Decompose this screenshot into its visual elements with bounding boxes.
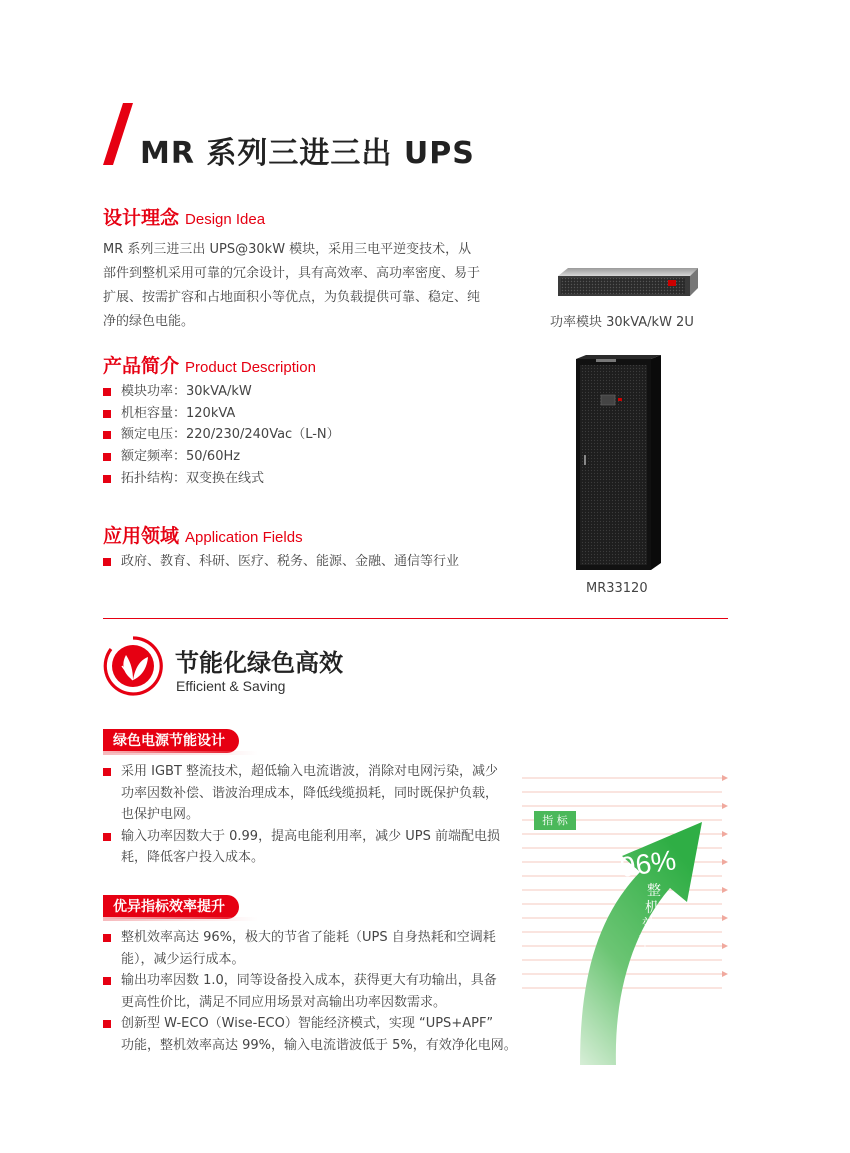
green-design-item-igbt <box>103 761 500 826</box>
product-title-en: Product Description <box>185 359 316 376</box>
design-idea-line: MR 系列三进三出 UPS@30kW 模块，采用三电平逆变技术，从 <box>103 242 472 257</box>
page-title: MR 系列三进三出 UPS <box>140 136 475 171</box>
application-list <box>103 551 459 573</box>
efficiency-char: 整 <box>647 883 661 899</box>
performance-item-output-pf <box>103 970 517 1013</box>
list-item-line: 创新型 W-ECO（Wise-ECO）智能经济模式，实现 “UPS+APF” <box>121 1016 494 1031</box>
list-item-line: 更高性价比，满足不同应用场景对高输出功率因数需求。 <box>121 994 447 1010</box>
ups-cabinet-image <box>566 355 666 570</box>
performance-list <box>103 927 517 1056</box>
design-idea-paragraph <box>103 238 498 334</box>
cabinet-caption: MR33120 <box>586 581 648 596</box>
green-design-label: 绿色电源节能设计 <box>103 729 239 753</box>
product-spec-list <box>103 381 340 489</box>
design-idea-line: 净的绿色电能。 <box>103 314 195 329</box>
performance-item-weco <box>103 1013 517 1056</box>
design-idea-title-cn: 设计理念 <box>103 207 180 229</box>
efficiency-vertical-label <box>638 883 665 951</box>
design-idea-line: 部件到整机采用可靠的冗余设计，具有高效率、高功率密度、易于 <box>103 266 481 281</box>
green-design-item-power-factor <box>103 826 500 869</box>
performance-label-underline <box>103 917 258 921</box>
power-module-image <box>558 268 698 298</box>
efficiency-char: 机 <box>645 900 659 916</box>
efficiency-percent: 96% <box>618 844 678 883</box>
list-item-line: 耗，降低客户投入成本。 <box>121 850 265 865</box>
leaf-icon <box>103 636 163 696</box>
spec-item-module-power: 模块功率：30kVA/kW <box>103 381 340 403</box>
list-item-line: 功能，整机效率高达 99%，输入电流谐波低于 5%，有效净化电网。 <box>121 1037 517 1053</box>
efficient-title-en: Efficient & Saving <box>176 678 286 694</box>
application-title-en: Application Fields <box>185 529 303 546</box>
performance-item-efficiency <box>103 927 517 970</box>
list-item-line: 采用 IGBT 整流技术，超低输入电流谐波，消除对电网污染，减少 <box>121 764 499 779</box>
product-heading <box>103 351 316 378</box>
list-item-line: 输出功率因数 1.0，同等设备投入成本，获得更大有功输出，具备 <box>121 973 497 988</box>
spec-item-topology: 拓扑结构：双变换在线式 <box>103 468 340 490</box>
efficient-title-cn: 节能化绿色高效 <box>175 649 343 677</box>
green-design-list <box>103 761 500 869</box>
list-item-line: 也保护电网。 <box>121 807 200 822</box>
spec-item-rated-voltage: 额定电压：220/230/240Vac（L-N） <box>103 424 340 446</box>
application-item: 政府、教育、科研、医疗、税务、能源、金融、通信等行业 <box>103 551 459 573</box>
design-idea-heading <box>103 203 265 230</box>
efficiency-char: 效 <box>642 917 656 933</box>
title-slash-mark <box>103 103 133 165</box>
product-title-cn: 产品简介 <box>103 355 180 377</box>
section-divider <box>103 618 728 619</box>
list-item-line: 功率因数补偿、谐波治理成本，降低线缆损耗，同时既保护负载， <box>121 785 499 801</box>
list-item-line: 输入功率因数大于 0.99，提高电能利用率，减少 UPS 前端配电损 <box>121 828 500 844</box>
spec-item-cabinet-capacity: 机柜容量：120kVA <box>103 403 340 425</box>
list-item-line: 整机效率高达 96%，极大的节省了能耗（UPS 自身热耗和空调耗 <box>121 930 496 945</box>
power-module-caption: 功率模块 30kVA/kW 2U <box>550 315 694 330</box>
green-design-label-underline <box>103 751 258 755</box>
design-idea-line: 扩展、按需扩容和占地面积小等优点，为负载提供可靠、稳定、纯 <box>103 290 481 305</box>
performance-label: 优异指标效率提升 <box>103 895 239 919</box>
application-title-cn: 应用领域 <box>103 525 180 547</box>
efficiency-char: 率 <box>638 934 652 950</box>
list-item-line: 能），减少运行成本。 <box>121 951 245 967</box>
spec-item-rated-frequency: 额定频率：50/60Hz <box>103 446 340 468</box>
indicator-tag: 指 标 <box>534 811 576 830</box>
design-idea-title-en: Design Idea <box>185 211 266 228</box>
application-heading <box>103 521 303 548</box>
